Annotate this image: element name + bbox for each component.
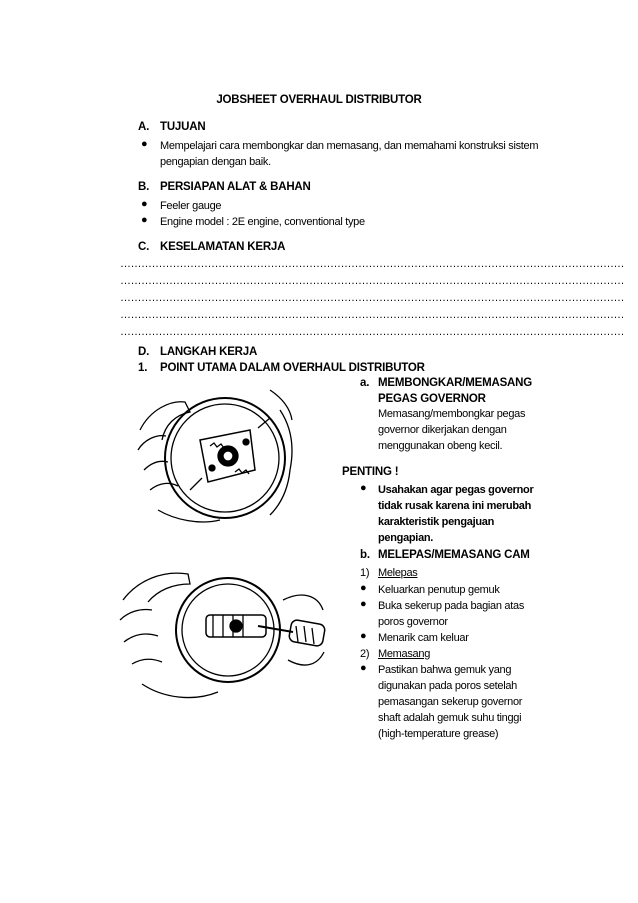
step-b-part2-line: Pastikan bahwa gemuk yang <box>378 664 512 676</box>
dotted-line: ……………………………………………………………………………………………………………………………… <box>120 326 624 338</box>
step-b-part2-line: (high-temperature grease) <box>378 728 499 740</box>
step-b-part2-number: 2) <box>360 648 370 660</box>
cam-removal-illustration <box>118 560 328 710</box>
step-a-heading-line2: PEGAS GOVERNOR <box>378 393 486 405</box>
penting-line: karakteristik pengajuan <box>378 516 494 528</box>
section-c-heading: KESELAMATAN KERJA <box>160 241 286 253</box>
dotted-line: ……………………………………………………………………………………………………………………………… <box>120 275 624 287</box>
bullet-icon: ● <box>141 198 148 210</box>
subsection-1-heading: POINT UTAMA DALAM OVERHAUL DISTRIBUTOR <box>160 362 425 374</box>
bullet-icon: ● <box>141 214 148 226</box>
section-a-number: A. <box>138 121 150 133</box>
step-a-number: a. <box>360 377 370 389</box>
distributor-governor-illustration <box>130 370 310 540</box>
step-a-desc: menggunakan obeng kecil. <box>378 440 503 452</box>
penting-label: PENTING ! <box>342 466 399 478</box>
section-b-number: B. <box>138 181 150 193</box>
step-b-part1-label: Melepas <box>378 567 418 579</box>
step-b-part2-line: digunakan pada poros setelah <box>378 680 517 692</box>
bullet-icon: ● <box>360 582 367 594</box>
dotted-line: ……………………………………………………………………………………………………………………………… <box>120 309 624 321</box>
step-b-part2-line: shaft adalah gemuk suhu tinggi <box>378 712 522 724</box>
step-b-number: b. <box>360 549 370 561</box>
section-c-number: C. <box>138 241 150 253</box>
section-d-number: D. <box>138 346 150 358</box>
section-b-item: Engine model : 2E engine, conventional type <box>160 216 365 228</box>
section-b-item: Feeler gauge <box>160 200 222 212</box>
step-b-part1-item: Menarik cam keluar <box>378 632 469 644</box>
step-a-heading-line1: MEMBONGKAR/MEMASANG <box>378 377 532 389</box>
step-b-part1-item: Buka sekerup pada bagian atas <box>378 600 525 612</box>
dotted-line: ……………………………………………………………………………………………………………………………… <box>120 258 624 270</box>
step-b-part1-number: 1) <box>360 567 370 579</box>
section-a-text: Mempelajari cara membongkar dan memasang, dan memahami konstruksi sistem pengapian dengan baik. <box>160 140 539 168</box>
bullet-icon: ● <box>141 138 148 150</box>
step-b-part2-label: Memasang <box>378 648 431 660</box>
page-title: JOBSHEET OVERHAUL DISTRIBUTOR <box>216 94 422 106</box>
step-a-desc: Memasang/membongkar pegas <box>378 408 526 420</box>
step-a-desc: governor dikerjakan dengan <box>378 424 507 436</box>
penting-line: pengapian. <box>378 532 434 544</box>
step-b-part2-line: pemasangan sekerup governor <box>378 696 523 708</box>
penting-line: tidak rusak karena ini merubah <box>378 500 532 512</box>
section-d-heading: LANGKAH KERJA <box>160 346 258 358</box>
dotted-line: ……………………………………………………………………………………………………………………………… <box>120 292 624 304</box>
penting-line: Usahakan agar pegas governor <box>378 484 534 496</box>
bullet-icon: ● <box>360 482 367 494</box>
bullet-icon: ● <box>360 662 367 674</box>
step-b-part1-item: Keluarkan penutup gemuk <box>378 584 500 596</box>
step-b-part1-item-cont: poros governor <box>378 616 448 628</box>
section-b-heading: PERSIAPAN ALAT & BAHAN <box>160 181 311 193</box>
bullet-icon: ● <box>360 630 367 642</box>
subsection-1-number: 1. <box>138 362 148 374</box>
step-b-heading: MELEPAS/MEMASANG CAM <box>378 549 530 561</box>
bullet-icon: ● <box>360 598 367 610</box>
section-a-heading: TUJUAN <box>160 121 206 133</box>
